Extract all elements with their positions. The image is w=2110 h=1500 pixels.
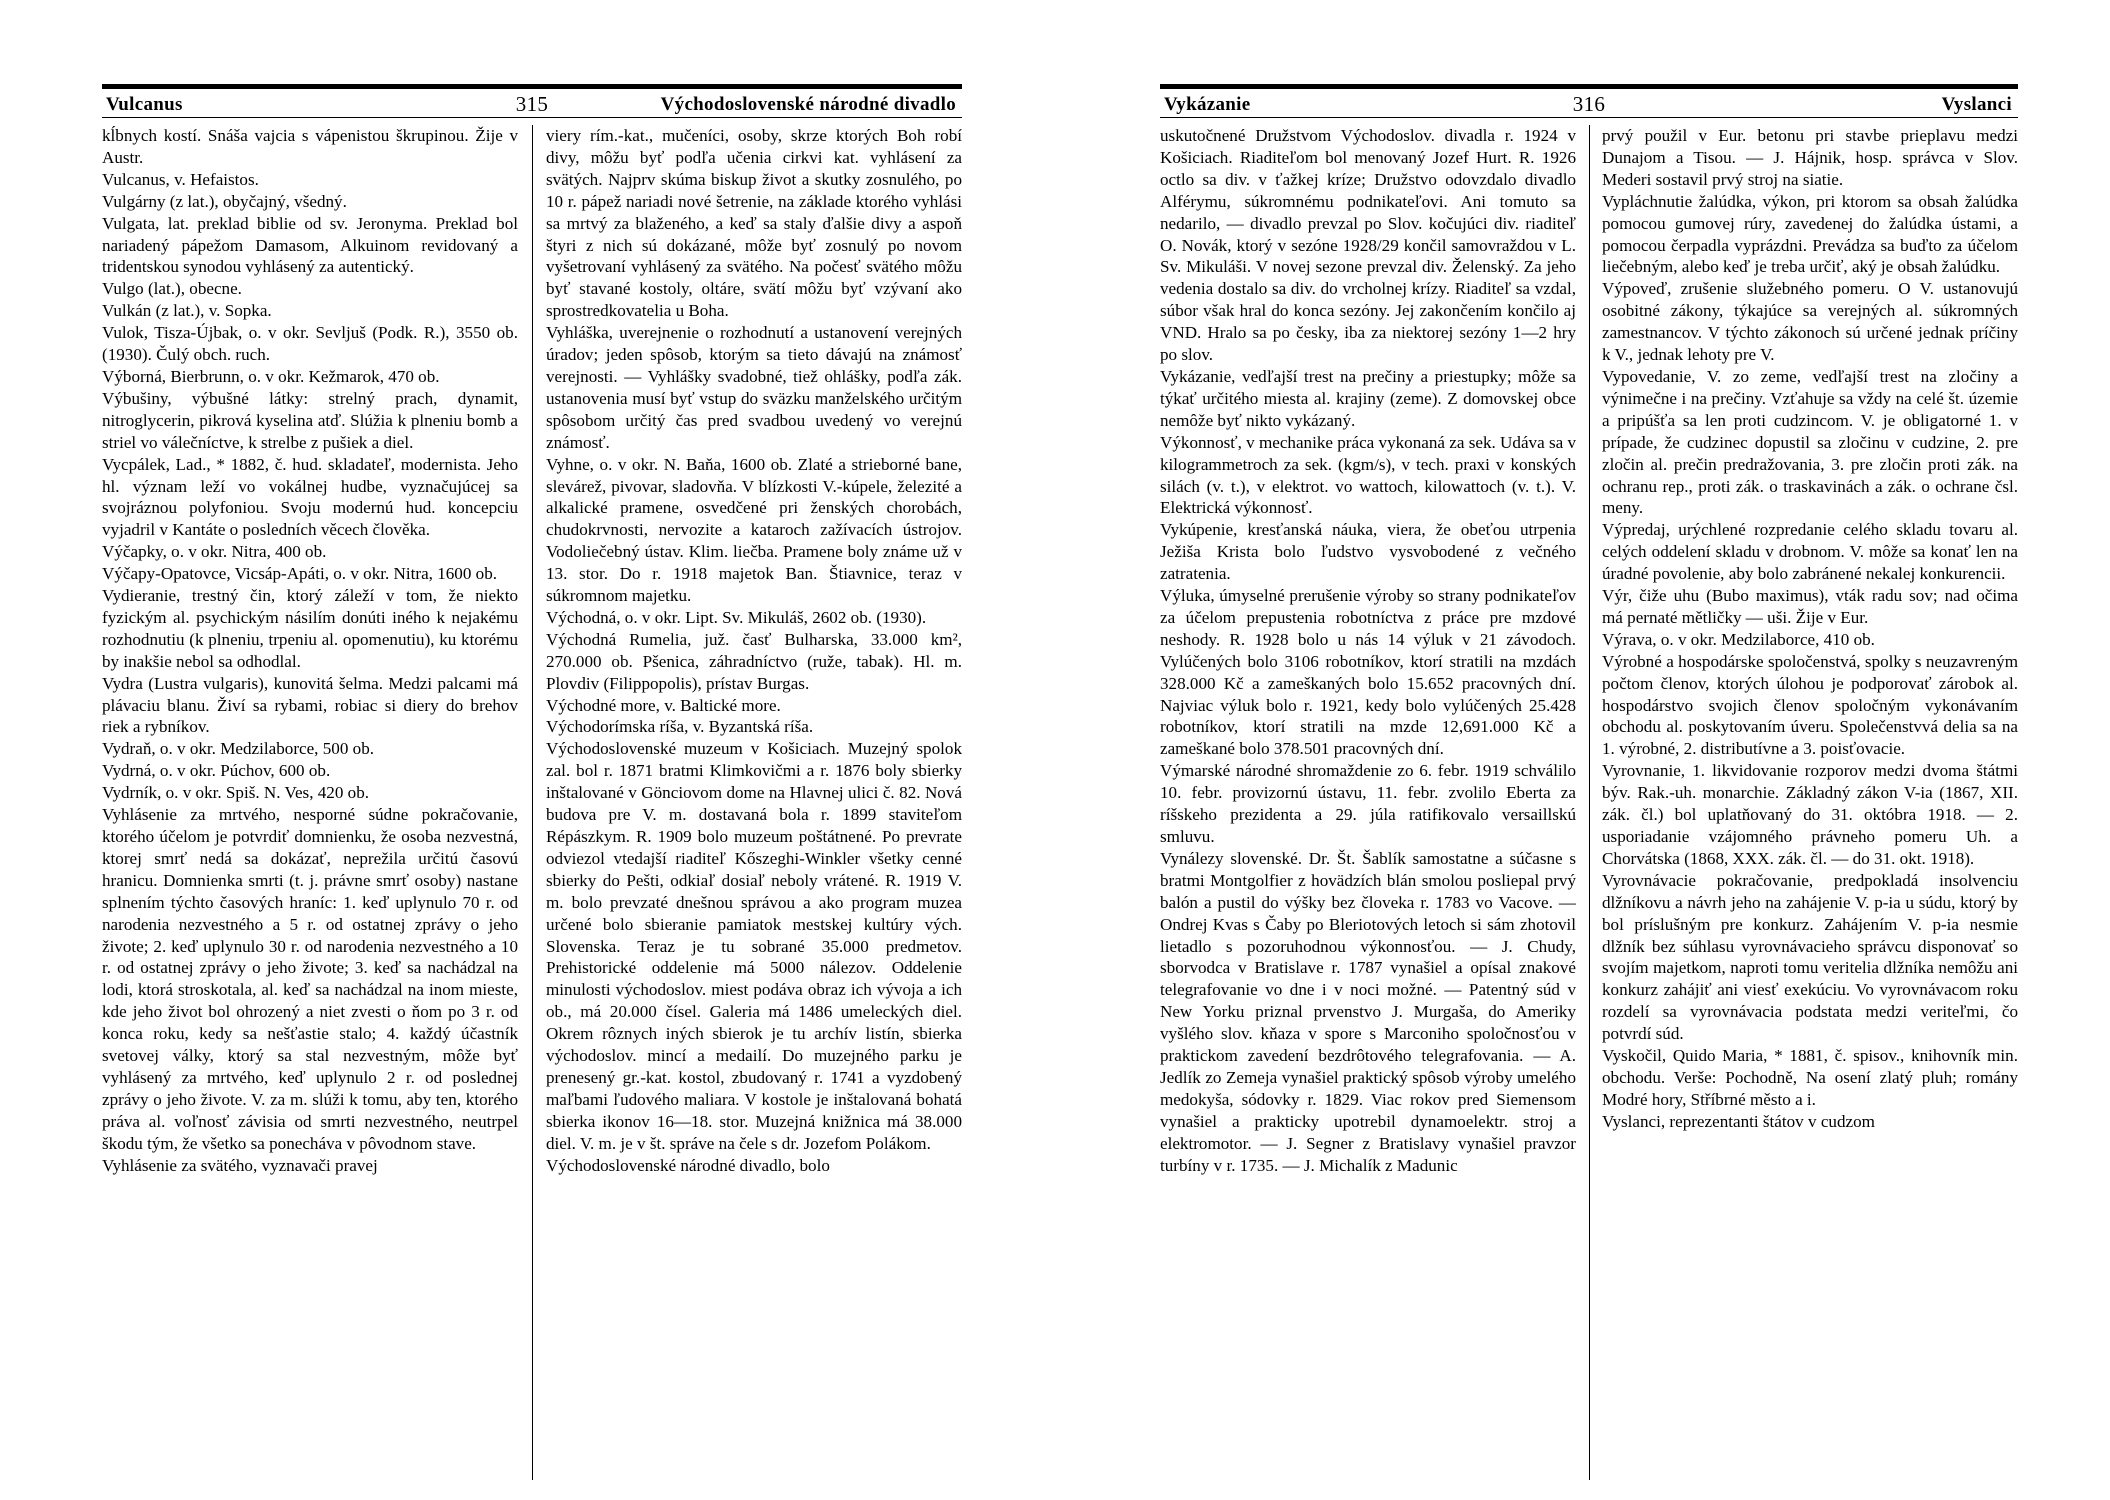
dictionary-entry: Výmarské národné shromaždenie zo 6. febr. 1919 schválilo 10. febr. provizornú ústavu, 11. febr. zvolilo Eberta za ríšskeho prezidenta a 29. júla ratifikovalo versaillskú smluvu.: [1160, 761, 1576, 846]
dictionary-entry: Vydrník, o. v okr. Spiš. N. Ves, 420 ob.: [102, 783, 370, 803]
dictionary-entry: Výborná, Bierbrunn, o. v okr. Kežmarok, 470 ob.: [102, 366, 440, 386]
dictionary-entry: prvý použil v Eur. betonu pri stavbe prieplavu medzi Dunajom a Tisou. — J. Hájnik, hosp. správca v Slov. Mederi sostavil prvý stroj na siatie.: [1602, 126, 2018, 189]
column-divider: [1589, 125, 1590, 1480]
dictionary-entry: Vydrná, o. v okr. Púchov, 600 ob.: [102, 761, 331, 781]
dictionary-entry: Výrobné a hospodárske spoločenstvá, spolky s neuzavreným počtom členov, ktorých úlohou je podporovať zárobok al. hospodárstvo svojich členov spoločným vykonávaním obchodu al. poskytovaním úveru. Společenstvvá delia sa na 1. výrobné, 2. distributívne a 3. poisťovacie.: [1602, 651, 2018, 759]
dictionary-entry: uskutočnené Družstvom Východoslov. divadla r. 1924 v Košiciach. Riaditeľom bol menovaný Jozef Hurt. R. 1926 octlo sa div. v ťažkej kríze; Družstvo odovzdalo divadlo Alférymu, súkromnému podnikateľovi. Ani tomuto sa nedarilo, — divadlo prevzal po Slov. kočujúci div. riaditeľ O. Novák, ktorý v sezóne 1928/29 končil samovraždou v L. Sv. Mikuláši. V novej sezone prevzal div. Želenský. Za jeho vedenia dostalo sa div. do vrcholnej krízy. Riaditeľ sa vzdal, súbor však hral do konca sezóny. Jej zakončením končilo aj VND. Hralo sa po česky, iba za niektorej sezóny 1—2 hry po slov.: [1160, 126, 1576, 365]
dictionary-entry: Vykúpenie, kresťanská náuka, viera, že obeťou utrpenia Ježiša Krista bolo ľudstvo vysvobodené z večného zatratenia.: [1160, 520, 1576, 584]
header-left-term: Vykázanie: [1164, 94, 1251, 115]
dictionary-entry: Vyrovnávacie pokračovanie, predpokladá insolvenciu dlžníkovu a návrh jeho na zahájenie V. p-ia u súdu, ktorý by bol príslušným pre konkurz. Zahájením V. p-ia nesmie dlžník bez súhlasu vyrovnávacieho správcu disponovať so svojím majetkom, naproti tomu veritelia dlžníka nemôžu ani konkurz zahájiť ani viesť exekúciu. Vo vyrovnávacom roku rozdelí sa vyrovnávacia podstata medzi veriteľmi, čo potvrdí súd.: [1602, 870, 2018, 1044]
dictionary-entry: Vulgata, lat. preklad biblie od sv. Jeronyma. Preklad bol nariadený pápežom Damasom, Alkuinom revidovaný a tridentskou synodou vyhlásený za autentický.: [102, 213, 518, 277]
dictionary-entry: Vyrovnanie, 1. likvidovanie rozporov medzi dvoma štátmi býv. Rak.-uh. monarchie. Základný zákon V-ia (1867, XII. zák. čl.) bol uplatňovaný do 31. októbra 1918. — 2. usporiadanie vzájomného právneho pomeru Uh. a Chorvátska (1868, XXX. zák. čl. — do 31. okt. 1918).: [1602, 761, 2018, 868]
right-page: [1055, 0, 2110, 1500]
page-number: 315: [515, 92, 549, 116]
dictionary-entry: Vulkán (z lat.), v. Sopka.: [102, 301, 272, 321]
dictionary-entry: Výbušiny, výbušné látky: strelný prach, dynamit, nitroglycerin, pikrová kyselina atď. Slúžia k plneniu bomb a striel vo válečníctve, k strelbe z pušiek a diel.: [102, 388, 518, 452]
header-right-term: Východoslovenské národné divadlo: [660, 94, 956, 115]
dictionary-entry: Výpredaj, urýchlené rozpredanie celého skladu tovaru al. celých oddelení skladu v drobnom. V. môže sa konať len na úradné povolenie, aby bolo zabránené nekalej konkurencii.: [1602, 520, 2018, 584]
page-header: [1160, 84, 2018, 118]
dictionary-entry: Východoslovenské muzeum v Košiciach. Muzejný spolok zal. bol r. 1871 bratmi Klimkovičmi a r. 1876 boly sbierky inštalované v Gönciovom dome na Hlavnej ulici č. 82. Nová budova pre V. m. dostavaná bola r. 1899 staviteľom Répászkym. R. 1909 bolo muzeum poštátnené. Po prevrate odviezol vtedajší riaditeľ Kőszeghi-Winkler všetky cenné sbierky do Pešti, odkiaľ dosiaľ neboly vrátené. R. 1919 V. m. bolo prevzaté dnešnou správou a ako program muzea určené bolo sbieranie pamiatok mestskej kultúry vých. Slovenska. Teraz je tu sobrané 35.000 predmetov. Prehistorické oddelenie má 5000 nálezov. Oddelenie minulosti východoslov. miest podáva obraz ich vývoja a ich ob., má 20.000 čísel. Galeria má 1486 umeleckých diel. Okrem rôznych iných sbierok je tu archív listín, sbierka východoslov. mincí a medailí. Do muzejného parku je prenesený gr.-kat. kostol, zbudovaný r. 1741 a vyzdobený maľbami ľudového maliara. V kostole je inštalovaná bohatá sbierka ikonov 16—18. stor. Muzejná knižnica má 38.000 diel. V. m. je v št. správe na čele s dr. Jozefom Polákom.: [546, 739, 962, 1153]
column-divider: [532, 125, 533, 1480]
page-number: 316: [1572, 92, 1606, 116]
dictionary-entry: Vydraň, o. v okr. Medzilaborce, 500 ob.: [102, 739, 375, 759]
dictionary-entry: Výrava, o. v okr. Medzilaborce, 410 ob.: [1602, 629, 1875, 649]
dictionary-entry: Východorímska ríša, v. Byzantská ríša.: [546, 717, 814, 737]
dictionary-entry: Vydra (Lustra vulgaris), kunovitá šelma. Medzi palcami má plávaciu blanu. Živí sa rybami, robiac si diery do brehov riek a rybníkov.: [102, 673, 518, 737]
text-columns: [1160, 125, 2018, 1480]
dictionary-entry: Výpoveď, zrušenie služebného pomeru. O V. ustanovujú osobitné zákony, týkajúce sa verejných al. súkromných zamestnancov. V týchto zákonoch sú určené jednak príčiny k V., jednak lehoty pre V.: [1602, 279, 2018, 365]
dictionary-entry: Vulgárny (z lat.), obyčajný, všedný.: [102, 191, 347, 211]
dictionary-entry: Vyskočil, Quido Maria, * 1881, č. spisov., knihovník min. obchodu. Verše: Pochodně, Na osení zlatý pluh; romány Modré hory, Stříbrné město a i.: [1602, 1046, 2018, 1109]
text-columns: [102, 125, 962, 1480]
column-left: [102, 125, 518, 1480]
dictionary-entry: Vulgo (lat.), obecne.: [102, 279, 242, 299]
dictionary-entry: Vypláchnutie žalúdka, výkon, pri ktorom sa obsah žalúdka pomocou gumovej rúry, zavedenej do žalúdka ústami, a pomocou čerpadla vyprázdni. Prevádza sa buďto za účelom liečebným, alebo keď je treba určiť, aký je obsah žalúdku.: [1602, 191, 2018, 277]
dictionary-entry: Výkonnosť, v mechanike práca vykonaná za sek. Udáva sa v kilogrammetroch za sek. (kgm/s), v tech. praxi v konských silách (v. t.), v elektrot. vo wattoch, kilowattoch (v. t.). V. Elektrická výkonnosť.: [1160, 432, 1576, 518]
page-header: [102, 84, 962, 118]
dictionary-entry: Vyslanci, reprezentanti štátov v cudzom: [1602, 1111, 1875, 1131]
dictionary-entry: Vyhlásenie za svätého, vyznavači pravej: [102, 1155, 378, 1175]
dictionary-entry: Vydieranie, trestný čin, ktorý záleží v tom, že niekto fyzickým al. psychickým násilím donúti iného k nejakému rozhodnutiu (k plneniu, trpeniu al. opomenutiu), ku ktorému by inakšie nebol sa odhodlal.: [102, 586, 518, 671]
dictionary-entry: kĺbnych kostí. Snáša vajcia s vápenistou škrupinou. Žije v Austr.: [102, 126, 518, 167]
dictionary-entry: Východoslovenské národné divadlo, bolo: [546, 1155, 830, 1175]
dictionary-entry: Vyhlásenie za mrtvého, nesporné súdne pokračovanie, ktorého účelom je potvrdiť domnienku, že osoba nezvestná, ktorej smrť nedá sa dokázať, neprežila určitú časovú hranicu. Domnienka smrti (t. j. právne smrť osoby) nastane splnením týchto časových hraníc: 1. keď uplynulo 70 r. od narodenia nezvestného a 5 r. od ostatnej zprávy o jeho živote; 2. keď uplynulo 30 r. od narodenia nezvestného a 10 r. od ostatnej zprávy o jeho živote; 3. keď sa nachádzal na lodi, ktorá stroskotala, al. keď sa nachádzal na inom mieste, kde jeho život bol ohrozený a niet zvesti o ňom po 3 r. od konca roku, kedy sa nešťastie stalo; 4. každý účastník svetovej války, ktorý sa stal nezvestným, môže byť vyhlásený za mrtvého, keď uplynulo 2 r. od poslednej zprávy o jeho živote. V. za m. slúži k tomu, aby ten, ktorého práva al. voľnosť závisia od smrti nezvestného, neutrpel škodu tým, že všetko sa ponecháva v pôvodnom stave.: [102, 805, 518, 1153]
dictionary-entry: Vyhláška, uverejnenie o rozhodnutí a ustanovení verejných úradov; jeden spôsob, ktorým sa tieto dávajú na známosť verejnosti. — Vyhlášky svadobné, tiež ohlášky, podľa zák. ustanovenia musí byť vstup do sväzku manželského určitým spôsobom určitý čas pred svadbou uvedený vo verejnú známosť.: [546, 323, 962, 452]
dictionary-entry: Vulok, Tisza-Újbak, o. v okr. Sevljuš (Podk. R.), 3550 ob. (1930). Čulý obch. ruch.: [102, 323, 518, 365]
dictionary-entry: Vykázanie, vedľajší trest na prečiny a priestupky; môže sa týkať určitého miesta al. krajiny (zeme). Z domovskej obce nemôže byť nikto vykázaný.: [1160, 366, 1576, 430]
dictionary-entry: viery rím.-kat., mučeníci, osoby, skrze ktorých Boh robí divy, môžu byť podľa učenia cirkvi kat. vyhlásení za svätých. Najprv skúma biskup život a skutky zosnulého, po 10 r. pápež nariadi nové šetrenie, na základe ktorého vyhlási sa mrtvý za blaženého, a keď sa staly ďalšie divy a aspoň štyri z nich sú dokázané, môže byť zosnulý po novom vyšetrovaní vyhlásený za svätého. Na počesť svätého môžu byť stavané kostoly, oltáre, svätí môžu byť vzývaní ako sprostredkovatelia u Boha.: [546, 126, 962, 321]
dictionary-entry: Výčapy-Opatovce, Vicsáp-Apáti, o. v okr. Nitra, 1600 ob.: [102, 564, 498, 584]
column-right: [546, 125, 962, 1480]
dictionary-entry: Východné more, v. Baltické more.: [546, 695, 781, 715]
dictionary-entry: Výčapky, o. v okr. Nitra, 400 ob.: [102, 542, 327, 562]
header-left-term: Vulcanus: [106, 94, 183, 115]
dictionary-entry: Východná Rumelia, juž. časť Bulharska, 33.000 km², 270.000 ob. Pšenica, záhradníctvo (ruže, tabak). Hl. m. Plovdiv (Filippopolis), prístav Burgas.: [546, 629, 962, 693]
column-right: [1602, 125, 2018, 1480]
dictionary-entry: Východná, o. v okr. Lipt. Sv. Mikuláš, 2602 ob. (1930).: [546, 607, 927, 627]
column-left: [1160, 125, 1576, 1480]
dictionary-entry: Vyhne, o. v okr. N. Baňa, 1600 ob. Zlaté a strieborné bane, slevárež, pivovar, sladovňa. V blízkosti V.-kúpele, železité a alkalické pramene, osvedčené pri ženských chorobách, chudokrvnosti, nervozite a kataroch zažívacích ústrojov. Vodoliečebný ústav. Klim. liečba. Pramene boly známe už v 13. stor. Do r. 1918 majetok Ban. Štiavnice, teraz v súkromnom majetku.: [546, 454, 962, 606]
dictionary-entry: Výluka, úmyselné prerušenie výroby so strany podnikateľov za účelom prepustenia robotníctva z práce pre mzdové neshody. R. 1928 bolo u nás 14 výluk v 21 závodoch. Vylúčených bolo 3106 robotníkov, ktorí stratili na mzdách 328.000 Kč a zameškaných bolo 15.652 pracovných dní. Najviac výluk bolo r. 1921, kedy bolo vylúčených 25.428 robotníkov, ktorí stratili na mzde 12,691.000 Kč a zameškané bolo 378.501 pracovných dní.: [1160, 586, 1576, 759]
dictionary-entry: Vulcanus, v. Hefaistos.: [102, 169, 259, 189]
header-right-term: Vyslanci: [1941, 94, 2012, 115]
dictionary-entry: Vycpálek, Lad., * 1882, č. hud. skladateľ, modernista. Jeho hl. význam leží vo vokálnej hudbe, vyznačujúcej sa svojráznou polyfoniou. Svoju modernú hud. koncepciu vyjadril v Kantáte o posledních věcech člověka.: [102, 454, 518, 540]
dictionary-entry: Vynálezy slovenské. Dr. Št. Šablík samostatne a súčasne s bratmi Montgolfier z hovädzích blán smolou posliepal prvý balón a pustil do výšky bez človeka r. 1783 vo Vacove. — Ondrej Kvas s Čaby po Bleriotových letoch si sám zhotovil lietadlo s pozoruhodnou výkonnosťou. — J. Chudy, sborvodca v Bratislave r. 1787 vynašiel a opísal znakové telegrafovanie vo dne i v noci možné. — Patentný súd v New Yorku priznal prvenstvo J. Murgaša, do Ameriky vyšlého slov. kňaza v spore s Marconiho spoločnosťou v praktickom zavedení bezdrôtového telegrafovania. — A. Jedlík zo Zemeja vynašiel praktický spôsob výroby umelého medokyša, sódovky r. 1829. Viac rokov pred Siemensom vynašiel a prakticky upotrebil dynamoelektr. stroj a elektromotor. — J. Segner z Bratislavy vynašiel pravzor turbíny v r. 1735. — J. Michalík z Madunic: [1160, 848, 1576, 1175]
dictionary-entry: Výr, čiže uhu (Bubo maximus), vták radu sov; nad očima má pernaté mětličky — uši. Žije v Eur.: [1602, 586, 2018, 627]
dictionary-entry: Vypovedanie, V. zo zeme, vedľajší trest na zločiny a výnimečne i na prečiny. Vzťahuje sa vždy na celé št. územie a pripúšťa sa len proti cudzincom. V. je obligatorné 1. v prípade, že cudzinec dopustil sa zločinu v cudzine, 2. pre zločin al. prečin predražovania, 3. pre zločin proti zák. na ochranu rep., proti zák. o traskavinách a zák. o ochrane čsl. meny.: [1602, 366, 2018, 518]
